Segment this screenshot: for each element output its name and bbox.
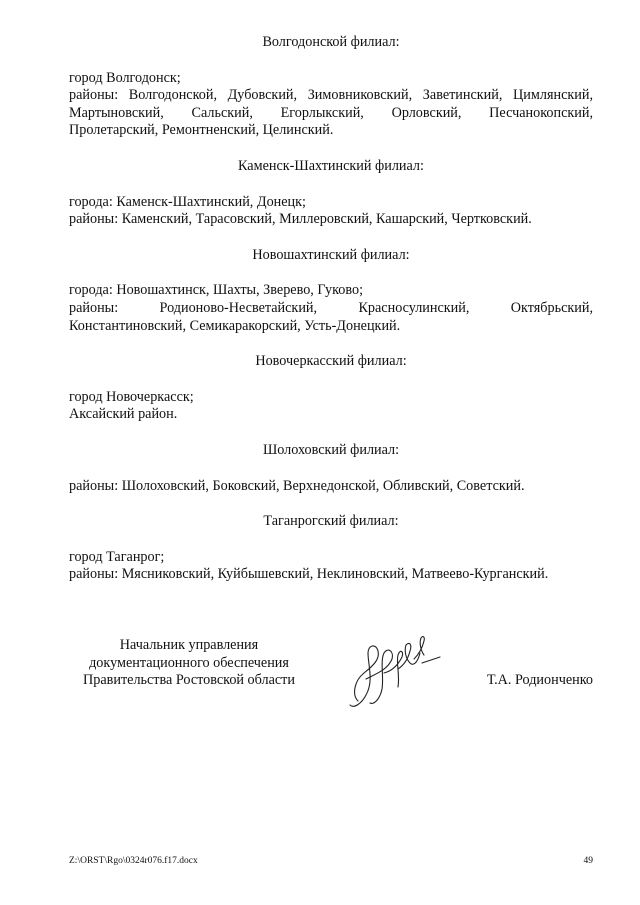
section-body bbox=[69, 282, 593, 335]
section-body bbox=[69, 194, 593, 229]
section-line: районы: Волгодонской, Дубовский, Зимовниковский, Заветинский, Цимлянский, bbox=[69, 87, 593, 104]
section-heading: Таганрогский филиал: bbox=[263, 513, 399, 530]
section-line: города: Новошахтинск, Шахты, Зверево, Гуково; bbox=[69, 282, 364, 299]
section-line: Аксайский район. bbox=[69, 406, 178, 423]
section-line: районы: Родионово-Несветайский, Красносулинский, Октябрьский, bbox=[69, 299, 593, 316]
section-heading: Новочеркасский филиал: bbox=[255, 353, 407, 370]
section-line: города: Каменск-Шахтинский, Донецк; bbox=[69, 193, 306, 210]
section-line: Константиновский, Семикаракорский, Усть-Донецкий. bbox=[69, 317, 401, 334]
handwritten-signature-image bbox=[344, 629, 454, 714]
section-heading: Волгодонской филиал: bbox=[262, 34, 400, 50]
signature-block bbox=[69, 637, 593, 707]
document-body bbox=[69, 34, 593, 584]
section-line: районы: Шолоховский, Боковский, Верхнедонской, Обливский, Советский. bbox=[69, 477, 525, 494]
section-body bbox=[69, 549, 593, 584]
section-body bbox=[69, 478, 593, 496]
section-line: Пролетарский, Ремонтненский, Целинский. bbox=[69, 122, 334, 139]
section-line: город Новочеркасск; bbox=[69, 388, 194, 405]
signatory-title-line: Начальник управления bbox=[119, 637, 259, 653]
section-body bbox=[69, 70, 593, 140]
section-heading: Новошахтинский филиал: bbox=[252, 246, 410, 263]
signatory-name: Т.А. Родионченко bbox=[486, 672, 593, 688]
section-line: районы: Мясниковский, Куйбышевский, Неклиновский, Матвеево-Курганский. bbox=[69, 566, 549, 583]
file-path: Z:\ORST\Rgo\0324r076.f17.docx bbox=[69, 856, 198, 866]
section-heading: Каменск-Шахтинский филиал: bbox=[238, 157, 424, 174]
page-number: 49 bbox=[583, 856, 593, 866]
signatory-title-line: документационного обеспечения bbox=[89, 654, 289, 671]
signatory-title-line: Правительства Ростовской области bbox=[83, 672, 295, 689]
section-line: Мартыновский, Сальский, Егорлыкский, Орловский, Песчанокопский, bbox=[69, 104, 593, 121]
section-heading: Шолоховский филиал: bbox=[262, 441, 400, 458]
section-line: город Волгодонск; bbox=[69, 69, 181, 86]
section-body bbox=[69, 389, 593, 424]
section-line: город Таганрог; bbox=[69, 548, 165, 565]
signatory-title bbox=[69, 637, 309, 690]
section-line: районы: Каменский, Тарасовский, Миллеровский, Кашарский, Чертковский. bbox=[69, 211, 532, 228]
